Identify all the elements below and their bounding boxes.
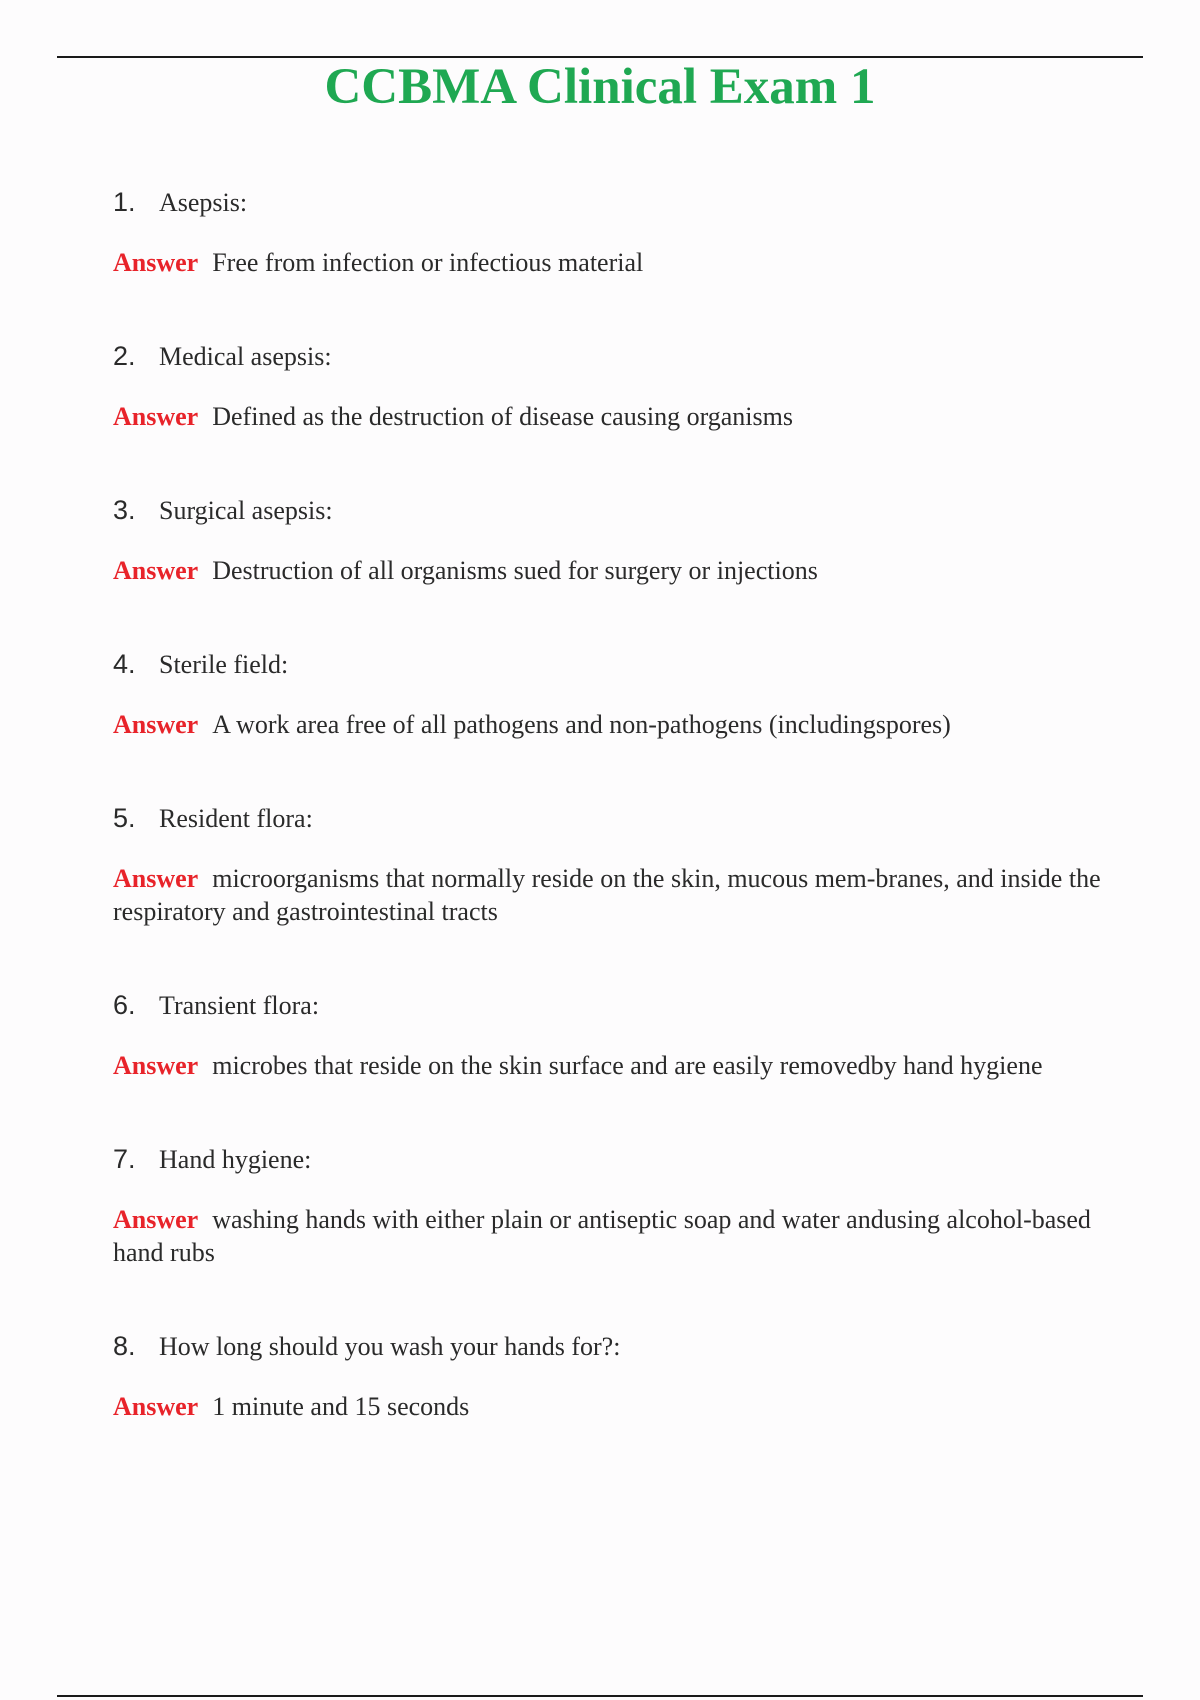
answer-text: Free from infection or infectious material (212, 248, 644, 277)
qa-list (113, 181, 1113, 1479)
question (113, 643, 1113, 685)
answer (113, 400, 1113, 433)
question-text: How long should you wash your hands for?: (159, 1332, 621, 1361)
qa-item (113, 643, 1113, 741)
answer-text: microbes that reside on the skin surface and are easily removedby hand hygiene (212, 1051, 1043, 1080)
question-text: Hand hygiene: (159, 1145, 312, 1174)
answer (113, 1390, 1113, 1423)
question-number: 4. (113, 649, 136, 679)
question-number: 3. (113, 495, 136, 525)
question-number: 7. (113, 1144, 136, 1174)
question (113, 984, 1113, 1026)
qa-item (113, 181, 1113, 279)
answer-label: Answer (113, 1392, 199, 1421)
qa-item (113, 984, 1113, 1082)
question-text: Surgical asepsis: (159, 496, 333, 525)
answer-text: A work area free of all pathogens and non-pathogens (includingspores) (212, 710, 951, 739)
question-number: 6. (113, 990, 136, 1020)
answer-label: Answer (113, 402, 199, 431)
answer-text: Defined as the destruction of disease causing organisms (212, 402, 793, 431)
answer-label: Answer (113, 864, 199, 893)
question-number: 2. (113, 341, 136, 371)
qa-item (113, 1138, 1113, 1269)
question-text: Medical asepsis: (159, 342, 332, 371)
answer (113, 708, 1113, 741)
answer (113, 862, 1113, 928)
answer (113, 1049, 1113, 1082)
question-text: Sterile field: (159, 650, 289, 679)
qa-item (113, 797, 1113, 928)
question (113, 181, 1113, 223)
answer (113, 1203, 1113, 1269)
question (113, 797, 1113, 839)
answer (113, 554, 1113, 587)
answer-label: Answer (113, 1205, 199, 1234)
page-title: CCBMA Clinical Exam 1 (324, 59, 876, 115)
qa-item (113, 489, 1113, 587)
question (113, 335, 1113, 377)
question-number: 5. (113, 803, 136, 833)
question-text: Asepsis: (159, 188, 248, 217)
question-text: Resident flora: (159, 804, 313, 833)
answer-label: Answer (113, 710, 199, 739)
qa-item (113, 1325, 1113, 1423)
qa-item (113, 335, 1113, 433)
answer-text: Destruction of all organisms sued for surgery or injections (212, 556, 818, 585)
question (113, 489, 1113, 531)
answer-text: washing hands with either plain or antiseptic soap and water andusing alcohol-based hand rubs (113, 1205, 1091, 1267)
question-text: Transient flora: (159, 991, 320, 1020)
answer (113, 246, 1113, 279)
question (113, 1138, 1113, 1180)
question-number: 1. (113, 187, 136, 217)
answer-label: Answer (113, 1051, 199, 1080)
question-number: 8. (113, 1331, 136, 1361)
answer-label: Answer (113, 248, 199, 277)
answer-text: 1 minute and 15 seconds (212, 1392, 470, 1421)
question (113, 1325, 1113, 1367)
answer-text: microorganisms that normally reside on the skin, mucous mem-branes, and inside the respiratory and gastrointestinal tracts (113, 864, 1101, 926)
answer-label: Answer (113, 556, 199, 585)
bottom-rule (57, 1695, 1143, 1697)
